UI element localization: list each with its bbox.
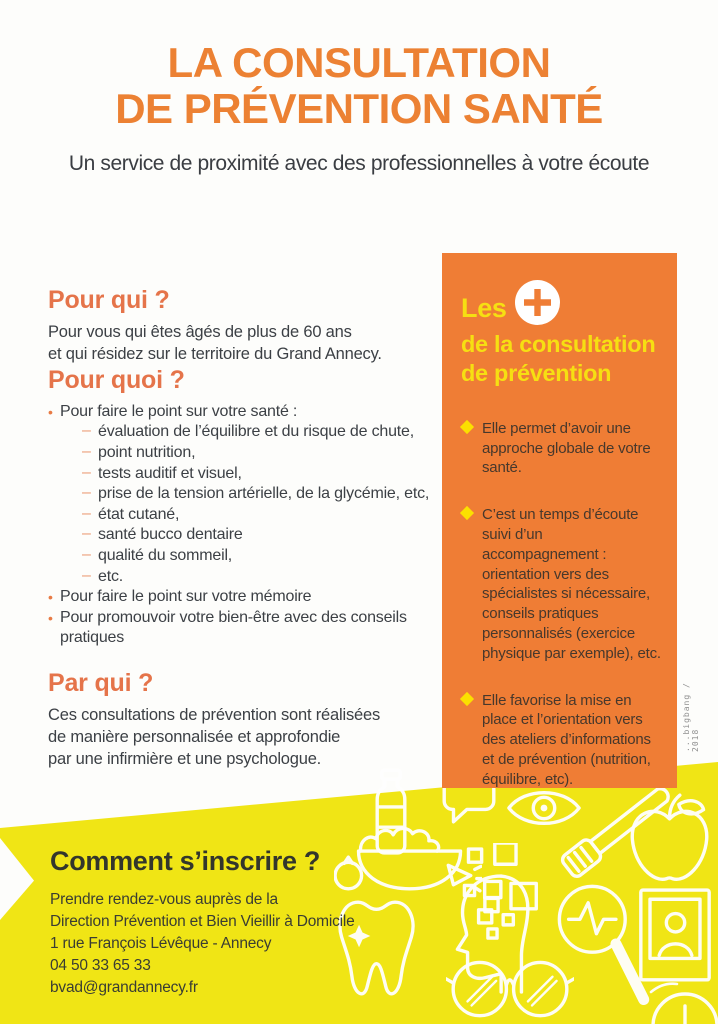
heading-pour-qui: Pour qui ? — [48, 286, 170, 314]
plus-box-les: Les — [461, 293, 507, 323]
inscription-section — [50, 846, 355, 999]
diamond-bullet-icon — [460, 691, 474, 705]
list-item — [48, 402, 442, 587]
sub-list-item: – point nutrition, — [82, 443, 442, 464]
plus-bullet-text: C’est un temps d’écoute suivi d’un accompagnement : orientation vers des spécialistes si nécessaire, conseils pratiques personnalisés (exercice physique par exemple), etc. — [482, 506, 661, 662]
inscription-line1: Prendre rendez-vous auprès de la — [50, 891, 278, 908]
sub-list-item: – prise de la tension artérielle, de la glycémie, etc, — [82, 484, 442, 505]
list-item: • Pour faire le point sur votre mémoire — [48, 587, 442, 608]
sub-list-item: – évaluation de l’équilibre et du risque de chute, — [82, 422, 442, 443]
plus-box-header — [461, 279, 661, 326]
left-column — [48, 286, 442, 771]
plus-box-title-line2: de la consultation — [461, 331, 656, 357]
list-item-label: Pour faire le point sur votre santé : — [60, 402, 298, 420]
sub-list-item: – tests auditif et visuel, — [82, 464, 442, 485]
plus-bullet — [461, 419, 661, 478]
inscription-line2: Direction Prévention et Bien Vieillir à Domicile — [50, 913, 355, 930]
par-qui-line1: Ces consultations de prévention sont réalisées — [48, 706, 380, 724]
sub-list-item: – santé bucco dentaire — [82, 525, 442, 546]
page-title-line2: DE PRÉVENTION SANTÉ — [115, 85, 603, 133]
page-title — [0, 40, 718, 132]
plus-bullet-text: Elle permet d’avoir une approche globale de votre santé. — [482, 419, 651, 477]
phone-number: 04 50 33 65 33 — [50, 957, 151, 974]
par-qui-line3: par une infirmière et une psychologue. — [48, 749, 322, 768]
email-address: bvad@grandannecy.fr — [50, 979, 198, 996]
inscription-details — [50, 889, 355, 999]
plus-box-title-line3: de prévention — [461, 360, 612, 387]
sub-list-item: – qualité du sommeil, — [82, 546, 442, 567]
plus-bullet — [461, 505, 661, 663]
pour-qui-line2: et qui résidez sur le territoire du Grand Annecy. — [48, 344, 382, 363]
sub-list-item: – état cutané, — [82, 505, 442, 526]
credit-text: ...bigbang / 2018 — [682, 682, 700, 752]
inscription-address: 1 rue François Lévêque - Annecy — [50, 935, 272, 952]
clock-icon — [642, 982, 718, 1024]
page-subtitle: Un service de proximité avec des professionnelles à votre écoute — [68, 152, 650, 175]
heading-pour-quoi: Pour quoi ? — [48, 365, 185, 394]
plus-box-title — [461, 330, 661, 389]
plus-bullet — [461, 691, 661, 790]
heading-par-qui: Par qui ? — [48, 669, 154, 697]
page-title-line1: LA CONSULTATION — [167, 39, 551, 86]
plus-in-circle-icon — [514, 279, 561, 326]
plus-box-bullets — [461, 419, 661, 790]
list-item: • Pour promouvoir votre bien-être avec des conseils pratiques — [48, 608, 442, 649]
apple-icon — [620, 790, 718, 888]
plus-bullet-text: Elle favorise la mise en place et l’orientation vers des ateliers d’informations et de prévention (nutrition, équilibre, etc). — [482, 691, 651, 788]
diamond-bullet-icon — [460, 506, 474, 520]
sub-list-item: – etc. — [82, 567, 442, 588]
diamond-bullet-icon — [460, 420, 474, 434]
pour-qui-paragraph — [48, 322, 442, 366]
par-qui-line2: de manière personnalisée et approfondie — [48, 727, 341, 746]
pour-quoi-list — [48, 402, 442, 649]
pour-qui-line1: Pour vous qui êtes âgés de plus de 60 ans — [48, 323, 352, 341]
sante-sub-list — [60, 422, 442, 587]
photo-frame-icon — [636, 886, 714, 988]
plus-box — [442, 253, 677, 788]
heading-comment-sinscrire: Comment s’inscrire ? — [50, 846, 321, 876]
par-qui-paragraph — [48, 705, 442, 771]
glasses-icon — [446, 946, 574, 1024]
